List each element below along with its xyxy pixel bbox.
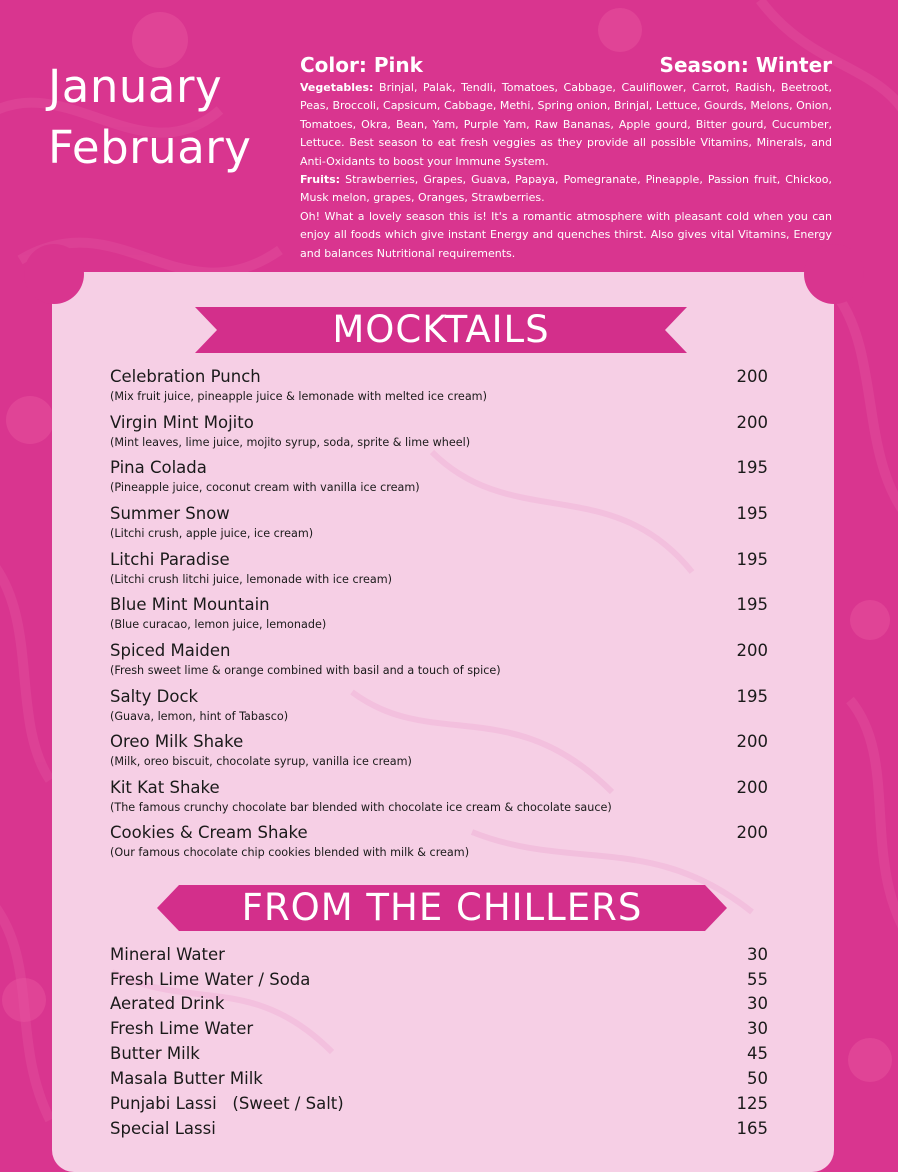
menu-item [110,1118,768,1140]
fruits-paragraph [300,171,832,208]
item-name: Cookies & Cream Shake [110,823,308,842]
menu-item [110,412,770,452]
vegetables-text: Brinjal, Palak, Tendli, Tomatoes, Cabbage, Cauliflower, Carrot, Radish, Beetroot, Peas, Broccoli, Capsicum, Cabbage, Methi, Spring onion, Brinjal, Lettuce, Gourds, Melons, Onion, Tomatoes, Okra, Bean, Yam, Purple Yam, Raw Bananas, Apple gourd, Bitter gourd, Cucumber, Lettuce. Best season to eat fresh veggies as they provide all possible Vitamins, Minerals, and Anti-Oxidants to boost your Immune System. [300,81,832,168]
item-price: 165 [736,1119,768,1138]
item-name: Punjabi Lassi (Sweet / Salt) [110,1094,344,1113]
item-price: 195 [736,595,768,614]
color-label: Color: Pink [300,53,423,77]
menu-item [110,993,768,1015]
fruits-text: Strawberries, Grapes, Guava, Papaya, Pomegranate, Pineapple, Passion fruit, Chickoo, Musk melon, grapes, Oranges, Strawberries. [300,173,832,205]
item-name: Masala Butter Milk [110,1069,263,1088]
item-price: 30 [747,1019,768,1038]
item-name: Oreo Milk Shake [110,732,244,751]
item-name: Spiced Maiden [110,641,231,660]
item-description: (Pineapple juice, coconut cream with vanilla ice cream) [110,481,420,494]
item-price: 200 [736,641,768,660]
menu-item [110,944,768,966]
item-description: (Fresh sweet lime & orange combined with basil and a touch of spice) [110,664,501,677]
vegetables-paragraph [300,79,832,171]
month-heading [48,56,251,178]
season-info-header [300,52,832,78]
season-label: Season: Winter [659,53,832,77]
month-february: February [48,121,252,174]
item-price: 195 [736,504,768,523]
chillers-title: FROM THE CHILLERS [241,886,643,929]
season-info-text [300,79,832,263]
item-price: 200 [736,367,768,386]
item-name: Fresh Lime Water / Soda [110,970,311,989]
item-name: Summer Snow [110,504,230,523]
item-price: 200 [736,413,768,432]
item-description: (Guava, lemon, hint of Tabasco) [110,710,289,723]
item-description: (Litchi crush, apple juice, ice cream) [110,527,314,540]
item-price: 200 [736,823,768,842]
item-description: (The famous crunchy chocolate bar blended with chocolate ice cream & chocolate sauce) [110,801,612,814]
item-price: 30 [747,994,768,1013]
menu-item [110,503,770,543]
item-description: (Milk, oreo biscuit, chocolate syrup, vanilla ice cream) [110,755,412,768]
menu-item [110,594,770,634]
item-description: (Our famous chocolate chip cookies blended with milk & cream) [110,846,470,859]
menu-item [110,1093,768,1115]
menu-item [110,1018,768,1040]
item-name: Pina Colada [110,458,207,477]
chillers-banner [157,885,727,931]
item-price: 45 [747,1044,768,1063]
fruits-label: Fruits: [300,173,341,187]
month-january: January [48,60,223,113]
menu-item [110,822,770,862]
item-price: 195 [736,687,768,706]
menu-item [110,731,770,771]
item-price: 195 [736,458,768,477]
item-price: 200 [736,732,768,751]
item-description: (Blue curacao, lemon juice, lemonade) [110,618,327,631]
mocktails-title: MOCKTAILS [332,308,550,351]
menu-item [110,640,770,680]
menu-item [110,549,770,589]
item-name: Special Lassi [110,1119,216,1138]
item-name: Celebration Punch [110,367,261,386]
menu-item [110,366,770,406]
panel-corner-top-left [24,244,84,304]
item-name: Salty Dock [110,687,199,706]
item-name: Blue Mint Mountain [110,595,270,614]
menu-item [110,457,770,497]
item-name: Aerated Drink [110,994,225,1013]
item-description: (Mint leaves, lime juice, mojito syrup, soda, sprite & lime wheel) [110,436,471,449]
menu-item [110,686,770,726]
item-description: (Litchi crush litchi juice, lemonade with ice cream) [110,573,392,586]
item-description: (Mix fruit juice, pineapple juice & lemonade with melted ice cream) [110,390,487,403]
mocktails-banner [195,307,687,353]
vegetables-label: Vegetables: [300,81,374,94]
item-price: 125 [736,1094,768,1113]
menu-item [110,969,768,991]
item-name: Litchi Paradise [110,550,230,569]
item-name: Butter Milk [110,1044,200,1063]
season-note: Oh! What a lovely season this is! It's a romantic atmosphere with pleasant cold when you can enjoy all foods which give instant Energy and quenches thirst. Also gives vital Vitamins, Energy and balances Nutritional requirements. [300,209,832,260]
item-name: Fresh Lime Water [110,1019,254,1038]
item-price: 30 [747,945,768,964]
item-price: 200 [736,778,768,797]
season-info [300,52,832,263]
item-name: Kit Kat Shake [110,778,220,797]
menu-item [110,777,770,817]
panel-corner-top-right [804,244,864,304]
menu-item [110,1068,768,1090]
item-name: Virgin Mint Mojito [110,413,254,432]
item-name: Mineral Water [110,945,225,964]
item-price: 55 [747,970,768,989]
menu-item [110,1043,768,1065]
item-price: 50 [747,1069,768,1088]
item-price: 195 [736,550,768,569]
